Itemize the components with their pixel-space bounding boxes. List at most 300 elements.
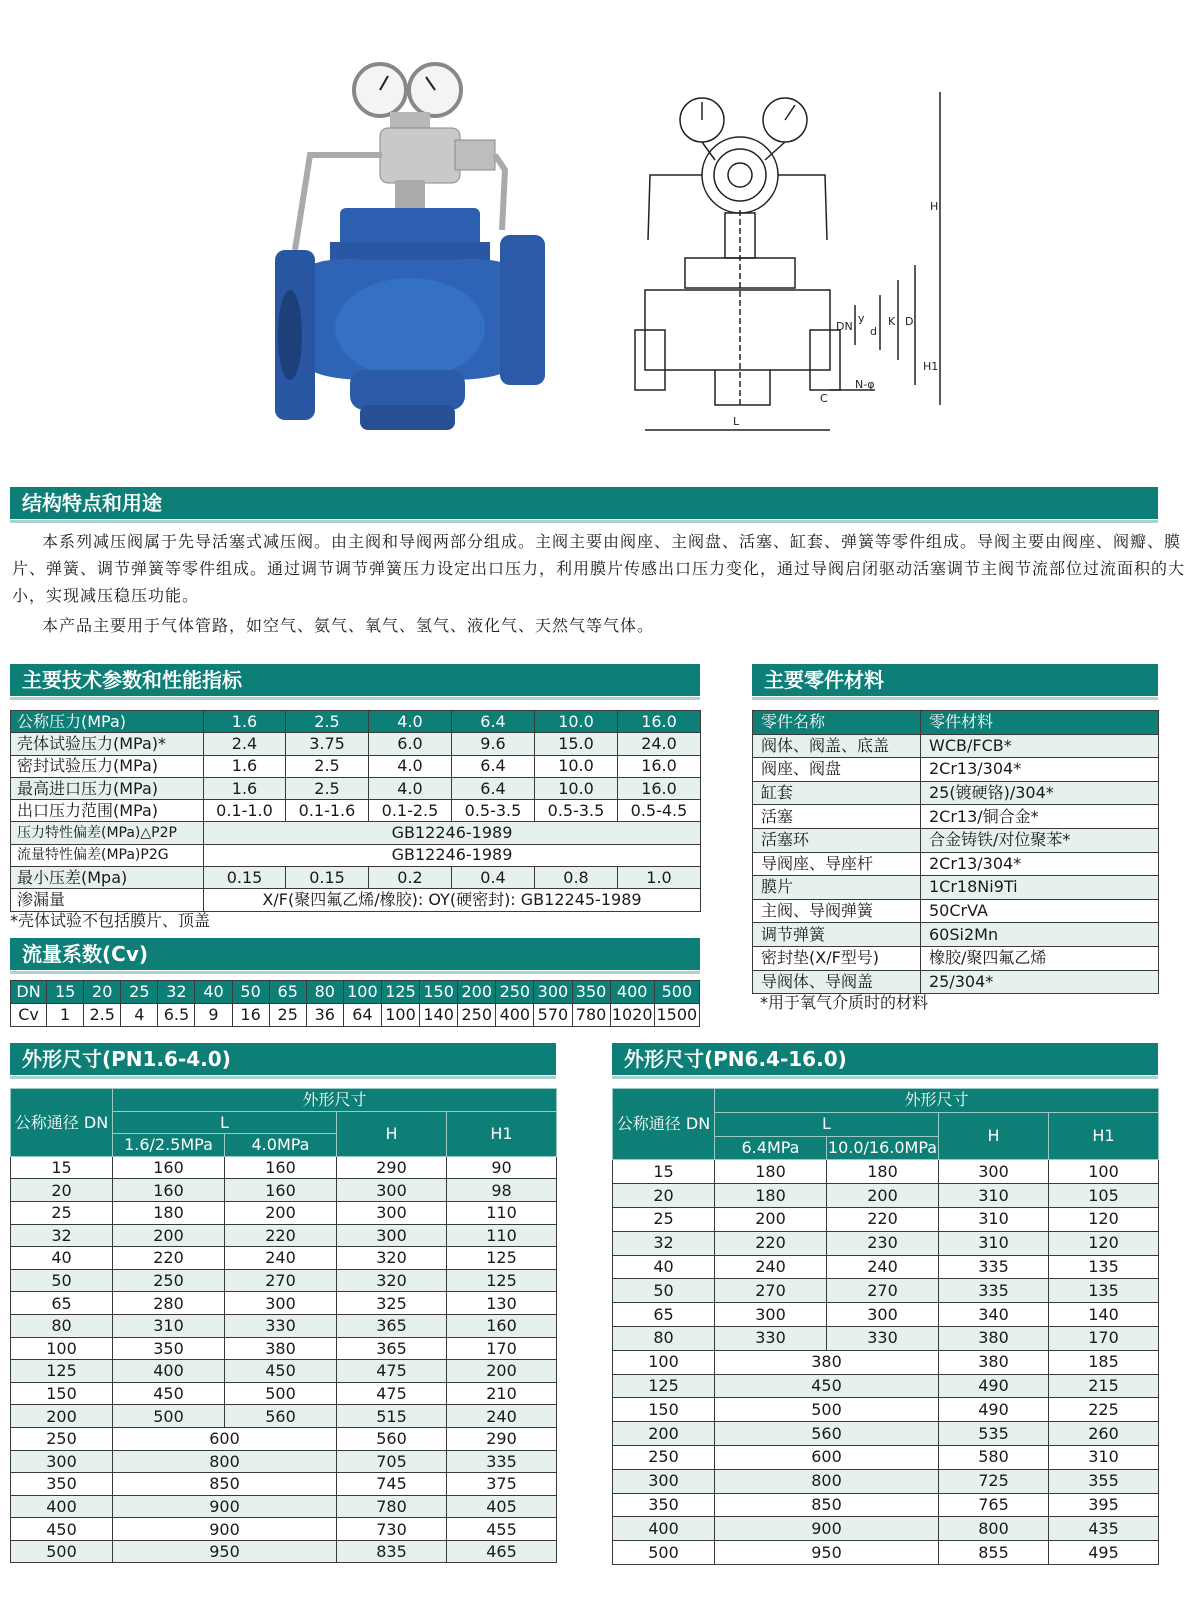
cell: 1 xyxy=(47,1004,84,1027)
cell: 16.0 xyxy=(618,755,701,777)
cell: 180 xyxy=(715,1184,827,1208)
table-row xyxy=(613,1207,1159,1231)
cell: 535 xyxy=(939,1422,1049,1446)
cell: 900 xyxy=(715,1517,939,1541)
cell: 580 xyxy=(939,1445,1049,1469)
cell: 合金铸铁/对位聚苯* xyxy=(921,828,1159,852)
cell: 50 xyxy=(11,1269,113,1292)
cell: 450 xyxy=(11,1518,113,1541)
cell: 导阀座、导座杆 xyxy=(753,852,921,876)
cell: 60Si2Mn xyxy=(921,923,1159,947)
cell: 300 xyxy=(337,1201,447,1224)
cell: 135 xyxy=(1049,1279,1159,1303)
cell: 500 xyxy=(654,981,699,1004)
cell: 125 xyxy=(613,1374,715,1398)
dim-label-L: L xyxy=(733,415,740,428)
cell: 0.5-4.5 xyxy=(618,800,701,822)
cell: 350 xyxy=(572,981,610,1004)
dim2-dn-header: 公称通径 DN xyxy=(613,1089,715,1160)
dim2-H-header: H xyxy=(939,1112,1049,1160)
cell: 725 xyxy=(939,1469,1049,1493)
cell: 200 xyxy=(11,1405,113,1428)
cell: 40 xyxy=(11,1247,113,1270)
cell: 400 xyxy=(113,1360,225,1383)
table-row xyxy=(613,1517,1159,1541)
cell: 310 xyxy=(113,1314,225,1337)
cell: 160 xyxy=(113,1156,225,1179)
cell: 300 xyxy=(939,1160,1049,1184)
cell: 98 xyxy=(447,1179,557,1202)
cell: 32 xyxy=(11,1224,113,1247)
cell: 2.5 xyxy=(286,777,369,799)
cell: 350 xyxy=(113,1337,225,1360)
cell: 2Cr13/304* xyxy=(921,758,1159,782)
cell: 450 xyxy=(715,1374,939,1398)
cell: 32 xyxy=(613,1231,715,1255)
cell: Cv xyxy=(11,1004,47,1027)
cell: 270 xyxy=(225,1269,337,1292)
table-row xyxy=(11,1269,557,1292)
table-row xyxy=(753,899,1159,923)
cell: 密封垫(X/F型号) xyxy=(753,946,921,970)
cell: 最高进口压力(MPa) xyxy=(11,777,204,799)
cell: 350 xyxy=(613,1493,715,1517)
cell: 335 xyxy=(939,1279,1049,1303)
cell: 310 xyxy=(939,1184,1049,1208)
cell: 9.6 xyxy=(452,733,535,755)
dim2-L2-header: 10.0/16.0MPa xyxy=(827,1136,939,1160)
cell: 2.4 xyxy=(204,733,286,755)
cell: 1.6 xyxy=(204,711,286,733)
cell: 125 xyxy=(447,1247,557,1270)
cell: 200 xyxy=(225,1201,337,1224)
cell: 375 xyxy=(447,1473,557,1496)
cell: 240 xyxy=(447,1405,557,1428)
cell: 330 xyxy=(225,1314,337,1337)
dim2-H1-header: H1 xyxy=(1049,1112,1159,1160)
cell: 250 xyxy=(458,1004,496,1027)
cell: 0.15 xyxy=(204,867,286,889)
cell: 10.0 xyxy=(535,777,618,799)
cell: 310 xyxy=(939,1231,1049,1255)
table-row xyxy=(11,1405,557,1428)
cell: 1.0 xyxy=(618,867,701,889)
table-row xyxy=(11,867,701,889)
cell: 9 xyxy=(195,1004,232,1027)
cell: 150 xyxy=(11,1382,113,1405)
cell: 200 xyxy=(613,1422,715,1446)
cell: 900 xyxy=(113,1495,337,1518)
cell: 475 xyxy=(337,1360,447,1383)
cell: 500 xyxy=(225,1382,337,1405)
cell: 280 xyxy=(113,1292,225,1315)
cell: 220 xyxy=(715,1231,827,1255)
cell: 380 xyxy=(715,1350,939,1374)
dim-label-K: K xyxy=(888,315,896,328)
table-row xyxy=(753,828,1159,852)
cell: 50 xyxy=(613,1279,715,1303)
dim1-body xyxy=(11,1156,557,1563)
cell: 320 xyxy=(337,1269,447,1292)
cell: 435 xyxy=(1049,1517,1159,1541)
cell: 495 xyxy=(1049,1541,1159,1565)
cell: 250 xyxy=(496,981,534,1004)
dim1-L-header: L xyxy=(113,1111,337,1134)
cell: 15.0 xyxy=(535,733,618,755)
materials-heading: 主要零件材料 xyxy=(752,664,1158,696)
cell: 210 xyxy=(447,1382,557,1405)
cell: 950 xyxy=(113,1540,337,1563)
cell: 25 xyxy=(11,1201,113,1224)
cell: 200 xyxy=(447,1360,557,1383)
table-row xyxy=(613,1493,1159,1517)
cell: 渗漏量 xyxy=(11,889,204,911)
cell: 340 xyxy=(939,1303,1049,1327)
cell: 950 xyxy=(715,1541,939,1565)
cell: 560 xyxy=(715,1422,939,1446)
cell: 32 xyxy=(158,981,195,1004)
cell: 240 xyxy=(225,1247,337,1270)
table-row xyxy=(11,733,701,755)
cell: 6.4 xyxy=(452,755,535,777)
cell: 325 xyxy=(337,1292,447,1315)
cell: 170 xyxy=(1049,1326,1159,1350)
cell: 490 xyxy=(939,1374,1049,1398)
cell: 最小压差(Mpa) xyxy=(11,867,204,889)
cell: 100 xyxy=(343,981,381,1004)
table-row xyxy=(11,1179,557,1202)
cv-value-row xyxy=(11,1004,700,1027)
cell: 500 xyxy=(613,1541,715,1565)
materials-note: *用于氧气介质时的材料 xyxy=(760,993,929,1012)
cell: 105 xyxy=(1049,1184,1159,1208)
cell: GB12246-1989 xyxy=(204,844,701,866)
table-row xyxy=(753,781,1159,805)
table-row xyxy=(11,1292,557,1315)
cell: 160 xyxy=(113,1179,225,1202)
specs-header-row xyxy=(11,711,701,733)
table-row xyxy=(11,822,701,844)
cell: 150 xyxy=(613,1398,715,1422)
cell: 1.6 xyxy=(204,777,286,799)
cell: 110 xyxy=(447,1201,557,1224)
dim1-L2-header: 4.0MPa xyxy=(225,1134,337,1157)
cell: 350 xyxy=(11,1473,113,1496)
dim1-heading: 外形尺寸(PN1.6-4.0) xyxy=(10,1043,556,1075)
table-row xyxy=(753,946,1159,970)
table-row xyxy=(753,805,1159,829)
cell: 65 xyxy=(11,1292,113,1315)
features-paragraph-1: 本系列减压阀属于先导活塞式减压阀。由主阀和导阀两部分组成。主阀主要由阀座、主阀盘、活塞、缸套、弹簧等零件组成。导阀主要由阀座、阀瓣、膜片、弹簧、调节弹簧等零件组成。通过调节调节弹簧压力设定出口压力，利用膜片传感出口压力变化，通过导阀启闭驱动活塞调节主阀节流部位过流面积的大小，实现减压稳压功能。 xyxy=(12,532,1186,605)
cell: 6.5 xyxy=(158,1004,195,1027)
cell: 100 xyxy=(1049,1160,1159,1184)
cell: 10.0 xyxy=(535,711,618,733)
cell: 1020 xyxy=(610,1004,654,1027)
cell: GB12246-1989 xyxy=(204,822,701,844)
cell: 900 xyxy=(113,1518,337,1541)
cell: 270 xyxy=(827,1279,939,1303)
cell: 调节弹簧 xyxy=(753,923,921,947)
cell: 6.0 xyxy=(369,733,452,755)
table-row xyxy=(11,1473,557,1496)
table-row xyxy=(613,1350,1159,1374)
cell: 300 xyxy=(827,1303,939,1327)
cell: 2.5 xyxy=(286,755,369,777)
cell: 50CrVA xyxy=(921,899,1159,923)
cell: 455 xyxy=(447,1518,557,1541)
materials-table xyxy=(752,710,1159,994)
table-row xyxy=(11,755,701,777)
cell: 310 xyxy=(939,1207,1049,1231)
cell: 160 xyxy=(225,1156,337,1179)
cell: 335 xyxy=(939,1255,1049,1279)
cell: 835 xyxy=(337,1540,447,1563)
cell: 活塞环 xyxy=(753,828,921,852)
cell: 730 xyxy=(337,1518,447,1541)
cell: 1Cr18Ni9Ti xyxy=(921,876,1159,900)
dim2-heading: 外形尺寸(PN6.4-16.0) xyxy=(612,1043,1158,1075)
cell: 215 xyxy=(1049,1374,1159,1398)
table-row xyxy=(613,1326,1159,1350)
cell: 0.15 xyxy=(286,867,369,889)
cell: 1500 xyxy=(654,1004,699,1027)
cell: 36 xyxy=(306,1004,343,1027)
dim-label-H1: H1 xyxy=(923,360,939,373)
cell: 490 xyxy=(939,1398,1049,1422)
cell: 110 xyxy=(447,1224,557,1247)
cell: 450 xyxy=(225,1360,337,1383)
cell: 20 xyxy=(613,1184,715,1208)
cell: 100 xyxy=(11,1337,113,1360)
cell: 200 xyxy=(113,1224,225,1247)
cell: 400 xyxy=(11,1495,113,1518)
cell: 310 xyxy=(1049,1445,1159,1469)
cell: 密封试验压力(MPa) xyxy=(11,755,204,777)
cell: 80 xyxy=(613,1326,715,1350)
cell: 活塞 xyxy=(753,805,921,829)
table-row xyxy=(11,844,701,866)
cell: 0.2 xyxy=(369,867,452,889)
cell: 780 xyxy=(337,1495,447,1518)
table-row xyxy=(613,1255,1159,1279)
cell: 200 xyxy=(458,981,496,1004)
cell: 20 xyxy=(11,1179,113,1202)
cell: 橡胶/聚四氟乙烯 xyxy=(921,946,1159,970)
table-row xyxy=(11,1427,557,1450)
cell: 2.5 xyxy=(84,1004,121,1027)
dim2-L1-header: 6.4MPa xyxy=(715,1136,827,1160)
table-row xyxy=(11,1156,557,1179)
cell: 零件名称 xyxy=(753,711,921,735)
cell: 200 xyxy=(827,1184,939,1208)
cell: 16.0 xyxy=(618,777,701,799)
cell: 400 xyxy=(613,1517,715,1541)
table-row xyxy=(613,1469,1159,1493)
dim2-L-header: L xyxy=(715,1112,939,1136)
table-row xyxy=(11,1247,557,1270)
table-row xyxy=(11,1360,557,1383)
cv-table xyxy=(10,980,700,1027)
cell: 4.0 xyxy=(369,777,452,799)
cell: 250 xyxy=(113,1269,225,1292)
valve-product-photo xyxy=(270,60,560,450)
cell: 16.0 xyxy=(618,711,701,733)
valve-dimension-drawing xyxy=(630,60,970,450)
table-row xyxy=(753,758,1159,782)
table-row xyxy=(613,1184,1159,1208)
specs-heading: 主要技术参数和性能指标 xyxy=(10,664,700,696)
table-row xyxy=(11,1450,557,1473)
cell: 120 xyxy=(1049,1207,1159,1231)
cell: 270 xyxy=(715,1279,827,1303)
cell: 380 xyxy=(939,1326,1049,1350)
cell: 0.1-1.0 xyxy=(204,800,286,822)
cell: 560 xyxy=(225,1405,337,1428)
cell: 180 xyxy=(113,1201,225,1224)
cell: 500 xyxy=(715,1398,939,1422)
cell: 流量特性偏差(MPa)P2G xyxy=(11,844,204,866)
table-row xyxy=(613,1303,1159,1327)
table-row xyxy=(11,1495,557,1518)
cell: WCB/FCB* xyxy=(921,734,1159,758)
cell: 20 xyxy=(84,981,121,1004)
cell: 阀体、阀盖、底盖 xyxy=(753,734,921,758)
cell: 330 xyxy=(715,1326,827,1350)
cv-heading: 流量系数(Cv) xyxy=(10,938,700,970)
cell: 170 xyxy=(447,1337,557,1360)
cell: 180 xyxy=(827,1160,939,1184)
cell: 765 xyxy=(939,1493,1049,1517)
cell: 450 xyxy=(113,1382,225,1405)
table-row xyxy=(613,1398,1159,1422)
cell: 130 xyxy=(447,1292,557,1315)
cell: 80 xyxy=(306,981,343,1004)
cell: 1.6 xyxy=(204,755,286,777)
table-row xyxy=(753,734,1159,758)
cell: 2.5 xyxy=(286,711,369,733)
cell: 2Cr13/304* xyxy=(921,852,1159,876)
cell: 0.5-3.5 xyxy=(535,800,618,822)
dim1-table xyxy=(10,1088,557,1563)
table-row xyxy=(11,1201,557,1224)
cell: 10.0 xyxy=(535,755,618,777)
cell: 0.8 xyxy=(535,867,618,889)
table-row xyxy=(11,1224,557,1247)
cell: 220 xyxy=(827,1207,939,1231)
cell: 400 xyxy=(610,981,654,1004)
cell: 800 xyxy=(715,1469,939,1493)
specs-note: *壳体试验不包括膜片、顶盖 xyxy=(10,911,211,930)
cell: 380 xyxy=(225,1337,337,1360)
table-row xyxy=(753,876,1159,900)
cell: 40 xyxy=(195,981,232,1004)
dim-label-H: H xyxy=(930,200,939,213)
dim-label-C: C xyxy=(820,392,828,405)
table-row xyxy=(753,852,1159,876)
cell: 50 xyxy=(232,981,269,1004)
cell: 24.0 xyxy=(618,733,701,755)
cell: 90 xyxy=(447,1156,557,1179)
cell: 135 xyxy=(1049,1255,1159,1279)
cell: 400 xyxy=(496,1004,534,1027)
cell: 140 xyxy=(1049,1303,1159,1327)
cell: DN xyxy=(11,981,47,1004)
cell: 600 xyxy=(113,1427,337,1450)
cell: 40 xyxy=(613,1255,715,1279)
table-row xyxy=(613,1160,1159,1184)
cell: 65 xyxy=(269,981,306,1004)
cell: 500 xyxy=(11,1540,113,1563)
cell: 300 xyxy=(225,1292,337,1315)
cell: 355 xyxy=(1049,1469,1159,1493)
cell: 185 xyxy=(1049,1350,1159,1374)
cell: 365 xyxy=(337,1314,447,1337)
cell: 330 xyxy=(827,1326,939,1350)
cell: 300 xyxy=(337,1224,447,1247)
cell: 150 xyxy=(420,981,458,1004)
cell: 15 xyxy=(11,1156,113,1179)
cell: 0.1-2.5 xyxy=(369,800,452,822)
dim1-outer-header: 外形尺寸 xyxy=(113,1089,557,1112)
cell: 300 xyxy=(613,1469,715,1493)
cell: 395 xyxy=(1049,1493,1159,1517)
features-paragraph-2: 本产品主要用于气体管路，如空气、氨气、氧气、氢气、液化气、天然气等气体。 xyxy=(42,616,655,635)
cell: 100 xyxy=(381,1004,419,1027)
dim2-body xyxy=(613,1160,1159,1565)
cell: 290 xyxy=(337,1156,447,1179)
cell: 850 xyxy=(715,1493,939,1517)
table-row xyxy=(11,777,701,799)
cell: 140 xyxy=(420,1004,458,1027)
cell: 365 xyxy=(337,1337,447,1360)
cell: 64 xyxy=(343,1004,381,1027)
table-row xyxy=(613,1541,1159,1565)
table-row xyxy=(11,1382,557,1405)
cell: 475 xyxy=(337,1382,447,1405)
dim1-H-header: H xyxy=(337,1111,447,1156)
cell: 320 xyxy=(337,1247,447,1270)
cell: 压力特性偏差(MPa)△P2P xyxy=(11,822,204,844)
materials-header-row xyxy=(753,711,1159,735)
cell: 公称压力(MPa) xyxy=(11,711,204,733)
cell: 3.75 xyxy=(286,733,369,755)
cell: 膜片 xyxy=(753,876,921,900)
cell: 壳体试验压力(MPa)* xyxy=(11,733,204,755)
cell: 380 xyxy=(939,1350,1049,1374)
cell: 250 xyxy=(11,1427,113,1450)
table-row xyxy=(11,800,701,822)
cell: 560 xyxy=(337,1427,447,1450)
cell: 780 xyxy=(572,1004,610,1027)
cell: 100 xyxy=(613,1350,715,1374)
cell: 25 xyxy=(613,1207,715,1231)
cell: 515 xyxy=(337,1405,447,1428)
cell: 200 xyxy=(715,1207,827,1231)
cell: 125 xyxy=(447,1269,557,1292)
cell: 主阀、导阀弹簧 xyxy=(753,899,921,923)
dim-label-y: y xyxy=(858,312,865,325)
cell: 出口压力范围(MPa) xyxy=(11,800,204,822)
cell: 855 xyxy=(939,1541,1049,1565)
cell: 缸套 xyxy=(753,781,921,805)
cell: 220 xyxy=(225,1224,337,1247)
cell: 25 xyxy=(269,1004,306,1027)
cell: 0.5-3.5 xyxy=(452,800,535,822)
cell: 2Cr13/铜合金* xyxy=(921,805,1159,829)
cell: 25 xyxy=(121,981,158,1004)
cell: 405 xyxy=(447,1495,557,1518)
cell: 300 xyxy=(11,1450,113,1473)
